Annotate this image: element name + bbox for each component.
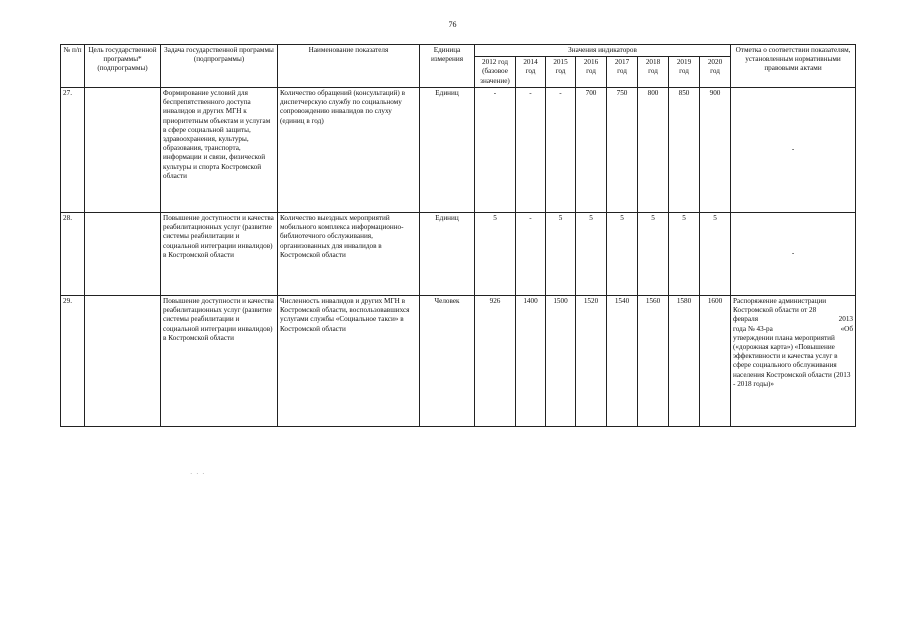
row-value: 1580 <box>669 295 700 426</box>
row-indicator: Численность инвалидов и других МГН в Костромской области, воспользовавшихся услугами службы «Социальное такси» в Костромской области <box>278 295 420 426</box>
row-value: 1500 <box>546 295 576 426</box>
row-value: 700 <box>576 87 607 212</box>
row-indicator: Количество обращений (консультаций) в диспетчерскую службу по социальному сопровождению инвалидов по слуху (единиц в год) <box>278 87 420 212</box>
row-value: 850 <box>669 87 700 212</box>
row-value: 5 <box>700 212 731 295</box>
header-year: 2014 год <box>516 57 546 88</box>
row-value: - <box>475 87 516 212</box>
row-goal <box>85 212 161 295</box>
indicators-table <box>60 44 856 427</box>
row-value: 926 <box>475 295 516 426</box>
row-note: - <box>731 87 856 212</box>
page-number: 76 <box>448 20 457 29</box>
header-values: Значения индикаторов <box>475 45 731 57</box>
row-note <box>731 295 856 426</box>
header-task: Задача государственной программы (подпрограммы) <box>161 45 278 88</box>
note-line: Распоряжение администрации Костромской области от 28 <box>733 296 827 315</box>
row-value: - <box>516 87 546 212</box>
table-row <box>61 295 856 426</box>
header-year: 2015 год <box>546 57 576 88</box>
header-unit: Единица измерения <box>420 45 475 88</box>
header-indicator: Наименование показателя <box>278 45 420 88</box>
row-value: 800 <box>638 87 669 212</box>
row-unit: Единиц <box>420 212 475 295</box>
row-indicator: Количество выездных мероприятий мобильного комплекса информационно-библиотечного обслуживания, организованных для инвалидов в Костромской области <box>278 212 420 295</box>
row-num: 29. <box>61 295 85 426</box>
table-row <box>61 87 856 212</box>
header-year: 2012 год (базовое значение) <box>475 57 516 88</box>
row-value: 900 <box>700 87 731 212</box>
row-task: Формирование условий для беспрепятственного доступа инвалидов и других МГН к приоритетным объектам и услугам в сфере социальной защиты, здравоохранения, культуры, образования, транспорта, информации и связи, физической культуры и спорта Костромской области <box>161 87 278 212</box>
note-line: февраля 2013 <box>733 315 854 324</box>
row-num: 27. <box>61 87 85 212</box>
header-year: 2020 год <box>700 57 731 88</box>
row-value: 1560 <box>638 295 669 426</box>
row-value: - <box>546 87 576 212</box>
row-value: 1520 <box>576 295 607 426</box>
row-value: 5 <box>475 212 516 295</box>
header-year: 2019 год <box>669 57 700 88</box>
note-line: года № 43-ра «Об <box>733 324 854 333</box>
row-task: Повышение доступности и качества реабилитационных услуг (развитие системы реабилитации и социальной интеграции инвалидов) в Костромской области <box>161 212 278 295</box>
row-unit: Человек <box>420 295 475 426</box>
row-value: 5 <box>607 212 638 295</box>
row-note: - <box>731 212 856 295</box>
row-goal <box>85 295 161 426</box>
row-value: 1400 <box>516 295 546 426</box>
row-value: 5 <box>546 212 576 295</box>
header-num: № п/п <box>61 45 85 88</box>
row-value: 1540 <box>607 295 638 426</box>
header-year: 2017 год <box>607 57 638 88</box>
row-num: 28. <box>61 212 85 295</box>
row-value: - <box>516 212 546 295</box>
row-value: 5 <box>638 212 669 295</box>
header-year: 2016 год <box>576 57 607 88</box>
row-value: 750 <box>607 87 638 212</box>
row-goal <box>85 87 161 212</box>
row-unit: Единиц <box>420 87 475 212</box>
table-row <box>61 212 856 295</box>
header-note: Отметка о соответствии показателям, установленным нормативными правовыми актами <box>731 45 856 88</box>
stray-marks: · · · <box>190 470 206 478</box>
row-value: 5 <box>576 212 607 295</box>
note-line: утверждении плана мероприятий («дорожная карта») «Повышение эффективности и качества услуг в сфере социального обслуживания населения Костромской области (2013 - 2018 годы)» <box>733 333 851 388</box>
header-year: 2018 год <box>638 57 669 88</box>
header-goal: Цель государственной программы* (подпрограммы) <box>85 45 161 88</box>
row-value: 1600 <box>700 295 731 426</box>
row-task: Повышение доступности и качества реабилитационных услуг (развитие системы реабилитации и социальной интеграции инвалидов) в Костромской области <box>161 295 278 426</box>
row-value: 5 <box>669 212 700 295</box>
